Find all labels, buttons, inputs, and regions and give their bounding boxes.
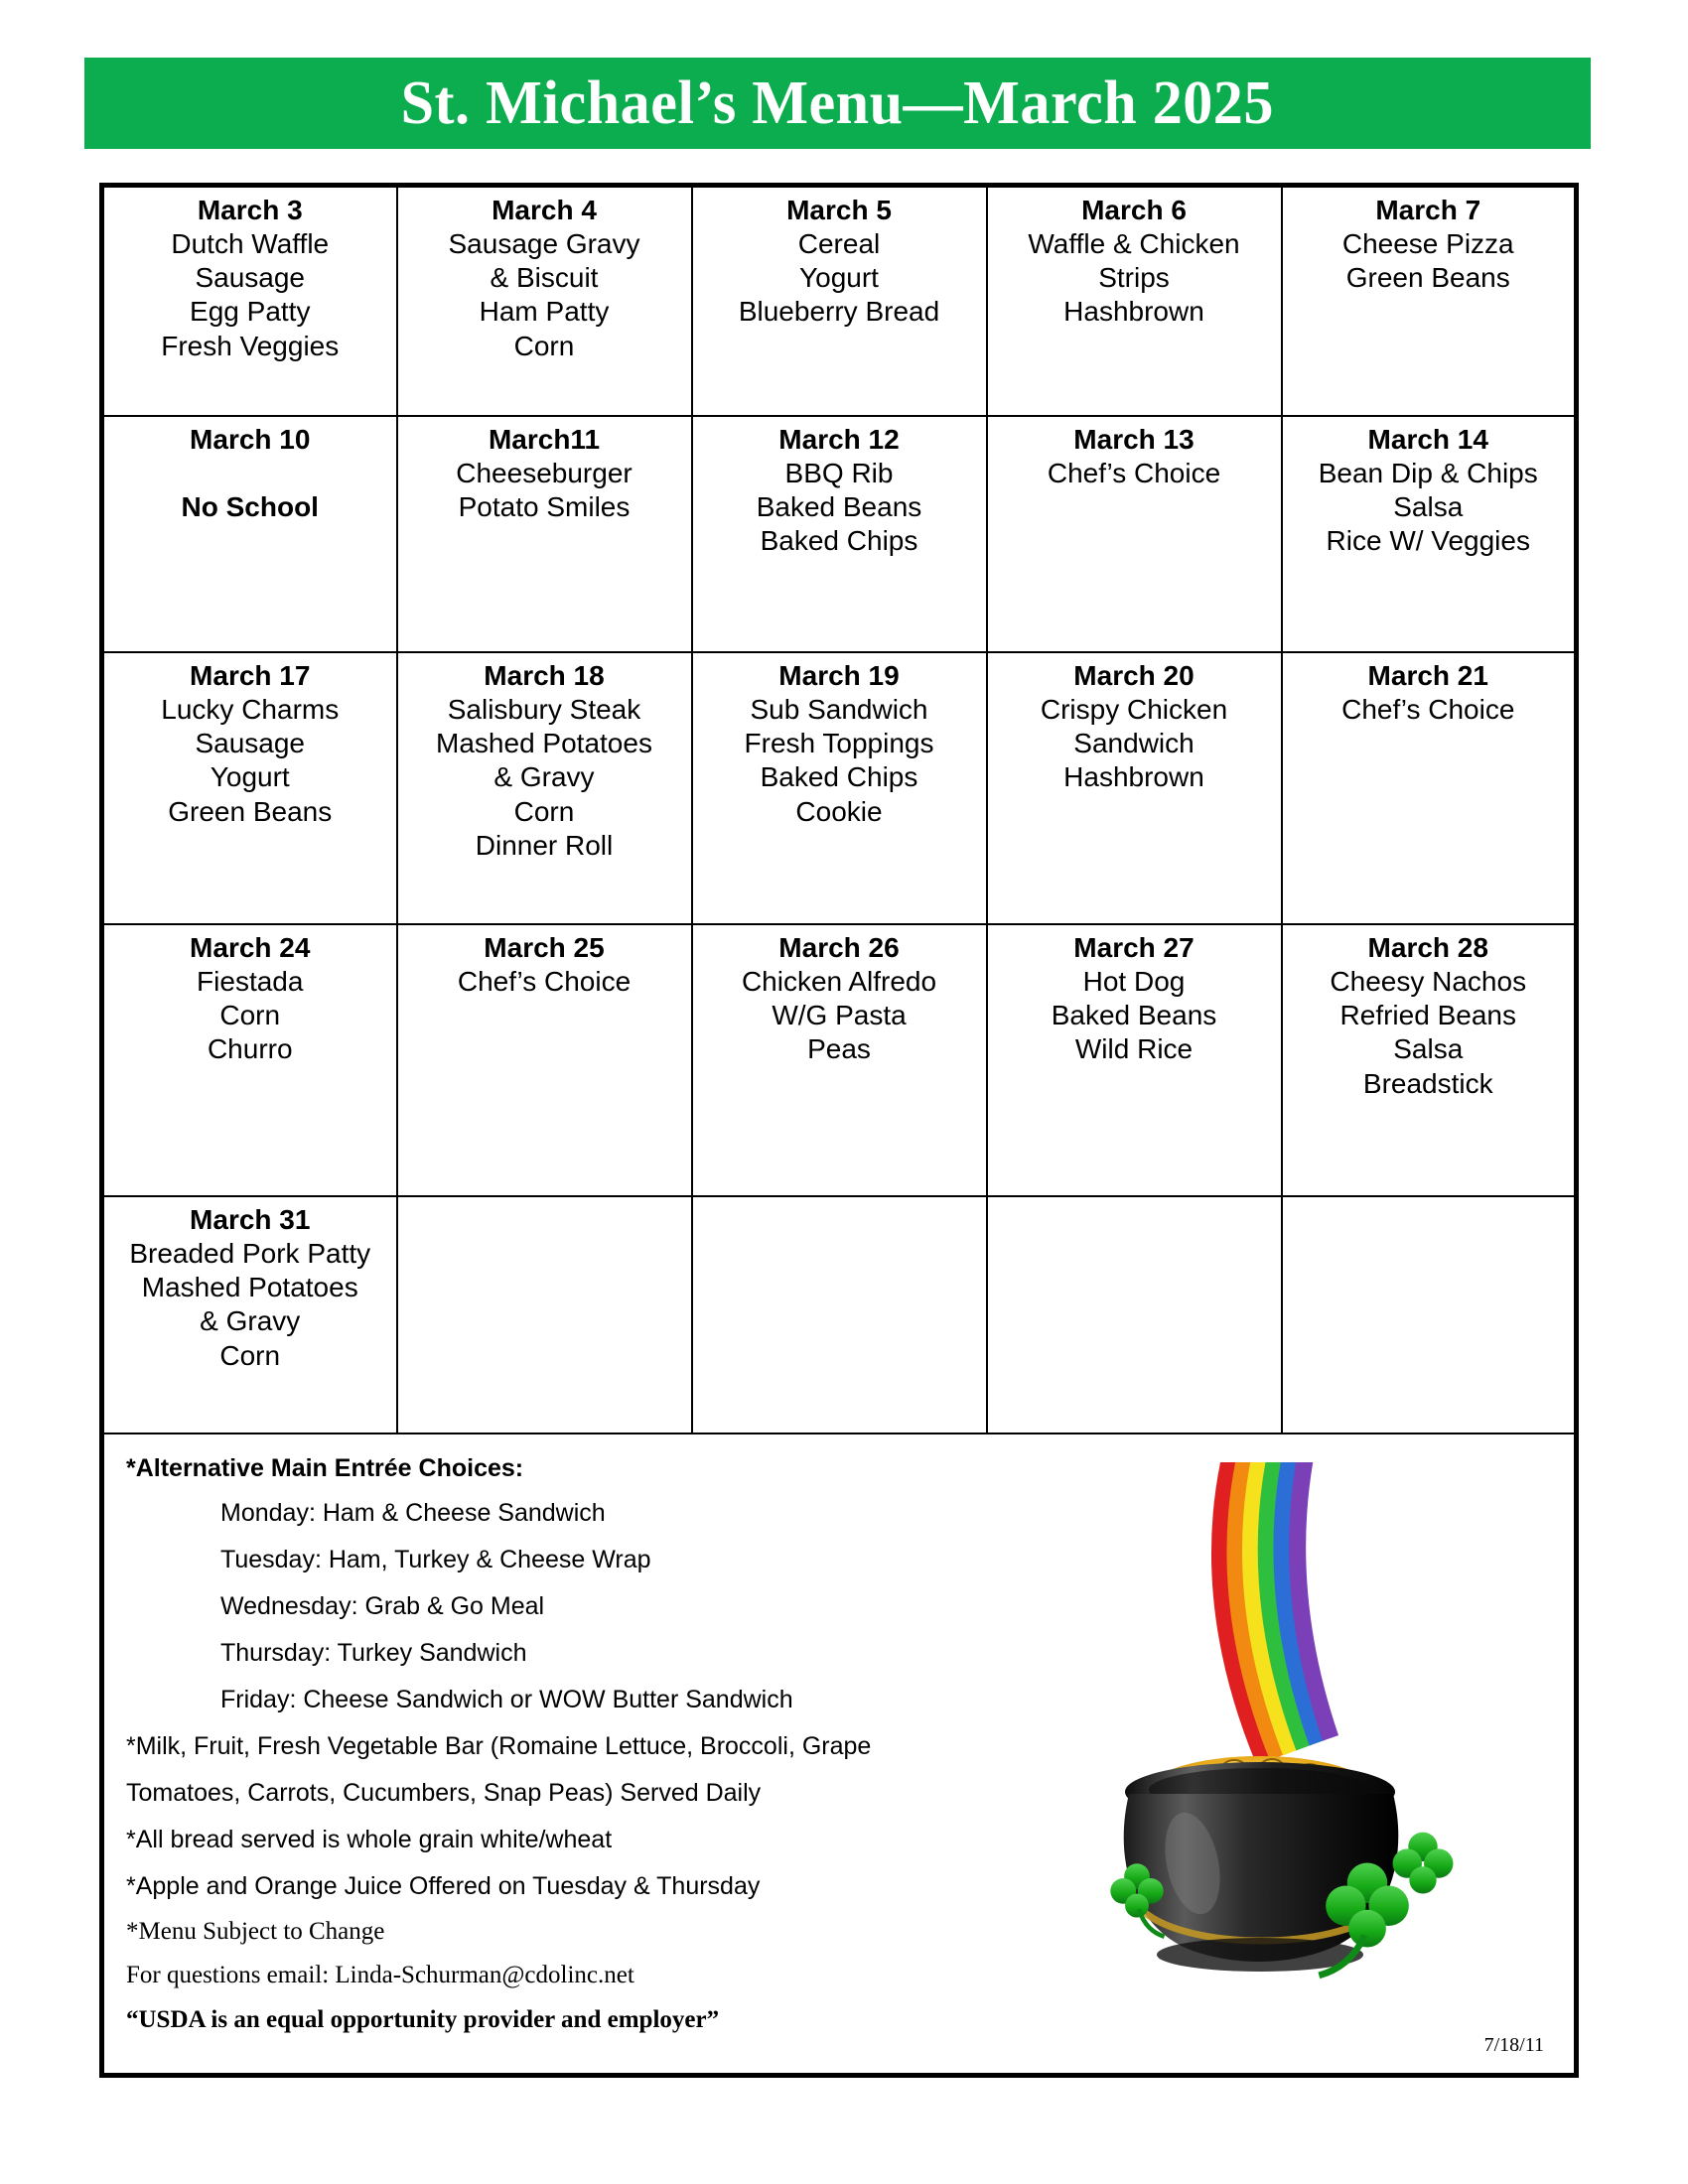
calendar-date-label: March 13 xyxy=(1073,424,1195,455)
calendar-day-cell xyxy=(1282,416,1577,652)
notes-heading: *Alternative Main Entrée Choices: xyxy=(126,1454,524,1482)
calendar-date-label: March 27 xyxy=(1073,932,1195,963)
calendar-menu-items xyxy=(992,227,1277,329)
contact-email-line: For questions email: Linda-Schurman@cdolinc.net xyxy=(126,1962,634,1989)
calendar-week-row xyxy=(102,186,1577,417)
calendar-day-cell xyxy=(397,652,692,924)
calendar-day-cell xyxy=(1282,186,1577,417)
calendar-day-cell xyxy=(987,924,1282,1196)
menu-item: Strips xyxy=(1098,262,1170,294)
general-note-line: Tomatoes, Carrots, Cucumbers, Snap Peas) Served Daily xyxy=(126,1778,762,1807)
menu-item: Chef’s Choice xyxy=(457,966,632,998)
calendar-week-row xyxy=(102,652,1577,924)
calendar-day-cell xyxy=(692,652,987,924)
calendar-date-label: March 12 xyxy=(778,424,900,455)
calendar-date-label: March 21 xyxy=(1367,660,1488,691)
alt-entree-item: Tuesday: Ham, Turkey & Cheese Wrap xyxy=(220,1545,651,1573)
alt-entree-item: Wednesday: Grab & Go Meal xyxy=(220,1591,545,1620)
calendar-menu-items xyxy=(697,693,982,829)
calendar-menu-items xyxy=(402,457,687,524)
menu-item: Wild Rice xyxy=(1074,1033,1194,1065)
calendar-date-label: March 24 xyxy=(190,932,311,963)
menu-item: Lucky Charms xyxy=(161,694,340,726)
calendar-menu-items xyxy=(402,693,687,863)
menu-item: & Biscuit xyxy=(490,262,599,294)
menu-item: Chef’s Choice xyxy=(1341,694,1515,726)
menu-item: Chicken Alfredo xyxy=(741,966,937,998)
calendar-date-label: March 3 xyxy=(197,195,303,225)
menu-item: Blueberry Bread xyxy=(738,296,940,328)
calendar-date-label: March 17 xyxy=(190,660,311,691)
calendar-date-label: March 10 xyxy=(190,424,311,455)
calendar-table xyxy=(99,183,1579,1452)
menu-item: Fresh Toppings xyxy=(744,728,934,759)
calendar-date-label: March11 xyxy=(488,424,601,455)
menu-item: Yogurt xyxy=(210,761,290,793)
calendar-menu-items xyxy=(402,227,687,363)
calendar-date-label: March 4 xyxy=(492,195,597,225)
calendar-day-cell xyxy=(1282,924,1577,1196)
calendar-menu-items xyxy=(1287,457,1571,558)
menu-item: Corn xyxy=(513,330,575,361)
menu-item: Crispy Chicken xyxy=(1040,694,1228,726)
alt-entree-item: Thursday: Turkey Sandwich xyxy=(220,1638,527,1667)
menu-item: Green Beans xyxy=(168,795,333,827)
menu-item: Green Beans xyxy=(1345,262,1510,294)
menu-item: Fresh Veggies xyxy=(161,330,340,361)
menu-item: Fiestada xyxy=(197,966,304,998)
calendar-menu-items xyxy=(1287,965,1571,1101)
calendar-menu-items xyxy=(108,227,392,363)
calendar-date-label: March 5 xyxy=(786,195,892,225)
menu-item: Sandwich xyxy=(1073,728,1195,759)
calendar-date-label: March 28 xyxy=(1367,932,1488,963)
menu-item: Salsa xyxy=(1393,491,1464,523)
calendar-day-cell xyxy=(987,186,1282,417)
calendar-date-label: March 31 xyxy=(190,1204,311,1235)
menu-item: Cheeseburger xyxy=(456,458,633,489)
menu-item: Mashed Potatoes xyxy=(141,1272,358,1303)
menu-item: Dutch Waffle xyxy=(171,228,330,260)
menu-item: Mashed Potatoes xyxy=(436,728,652,759)
menu-item: Sub Sandwich xyxy=(750,694,928,726)
calendar-empty-cell xyxy=(692,1196,987,1450)
menu-item: Sausage xyxy=(195,262,306,294)
menu-item: Breaded Pork Patty xyxy=(129,1238,371,1270)
calendar-menu-items xyxy=(697,457,982,558)
menu-item: Baked Beans xyxy=(1051,1000,1217,1031)
menu-item: Bean Dip & Chips xyxy=(1318,458,1538,489)
menu-item: Salsa xyxy=(1393,1033,1464,1065)
calendar-date-label: March 19 xyxy=(778,660,900,691)
alt-entree-item: Monday: Ham & Cheese Sandwich xyxy=(220,1498,606,1527)
menu-item: & Gravy xyxy=(200,1305,301,1337)
calendar-menu-items xyxy=(697,227,982,329)
alt-entree-item: Friday: Cheese Sandwich or WOW Butter Sandwich xyxy=(220,1685,793,1713)
calendar-day-cell xyxy=(987,416,1282,652)
calendar-day-cell xyxy=(102,1196,397,1450)
calendar-body xyxy=(102,186,1577,1450)
menu-item: Corn xyxy=(513,795,575,827)
menu-item: Corn xyxy=(219,1339,281,1371)
calendar-date-label: March 18 xyxy=(484,660,605,691)
calendar-day-cell xyxy=(102,186,397,417)
menu-item: BBQ Rib xyxy=(784,458,894,489)
calendar-date-label: March 25 xyxy=(484,932,605,963)
calendar-menu-items xyxy=(697,965,982,1066)
calendar-day-cell xyxy=(397,924,692,1196)
calendar-empty-cell xyxy=(397,1196,692,1450)
menu-item: Waffle & Chicken xyxy=(1028,228,1240,260)
menu-item: Cereal xyxy=(797,228,881,260)
menu-item: Corn xyxy=(219,1000,281,1031)
calendar-empty-cell xyxy=(987,1196,1282,1450)
page-title: St. Michael’s Menu—March 2025 xyxy=(400,68,1275,137)
menu-item: No School xyxy=(181,491,319,523)
calendar-day-cell xyxy=(102,924,397,1196)
calendar-menu-items xyxy=(108,1237,392,1373)
menu-item: Peas xyxy=(807,1033,871,1065)
general-notes-list xyxy=(126,1723,1552,1910)
menu-item: Breadstick xyxy=(1362,1067,1493,1099)
menu-item: & Gravy xyxy=(493,761,595,793)
calendar-date-label: March 14 xyxy=(1367,424,1488,455)
calendar-day-cell xyxy=(397,186,692,417)
calendar-date-label: March 7 xyxy=(1375,195,1481,225)
calendar-menu-items xyxy=(1287,227,1571,295)
calendar-week-row xyxy=(102,416,1577,652)
calendar-day-cell xyxy=(692,186,987,417)
revision-datestamp: 7/18/11 xyxy=(1483,2034,1544,2056)
calendar-menu-items xyxy=(992,457,1277,490)
menu-item: Yogurt xyxy=(799,262,879,294)
menu-item: Hashbrown xyxy=(1063,296,1204,328)
menu-item: Salisbury Steak xyxy=(447,694,641,726)
calendar-week-row xyxy=(102,1196,1577,1450)
calendar-date-label: March 26 xyxy=(778,932,900,963)
menu-item: Hashbrown xyxy=(1063,761,1204,793)
menu-item: Churro xyxy=(207,1033,293,1065)
menu-item: Cheesy Nachos xyxy=(1330,966,1527,998)
menu-item: Baked Chips xyxy=(760,525,918,557)
calendar-day-cell xyxy=(987,652,1282,924)
menu-item-spacer xyxy=(108,457,392,490)
calendar-day-cell xyxy=(1282,652,1577,924)
calendar-menu-items xyxy=(992,965,1277,1066)
menu-item: Baked Beans xyxy=(756,491,922,523)
general-note-line: *Apple and Orange Juice Offered on Tuesday & Thursday xyxy=(126,1871,761,1900)
calendar-menu-items xyxy=(108,457,392,524)
calendar-date-label: March 20 xyxy=(1073,660,1195,691)
menu-item: Ham Patty xyxy=(479,296,610,328)
calendar-week-row xyxy=(102,924,1577,1196)
general-note-line: *Milk, Fruit, Fresh Vegetable Bar (Romaine Lettuce, Broccoli, Grape xyxy=(126,1731,872,1760)
calendar-menu-items xyxy=(402,965,687,999)
menu-item: Cheese Pizza xyxy=(1341,228,1514,260)
notes-panel xyxy=(99,1433,1579,2078)
calendar-menu-items xyxy=(108,693,392,829)
menu-item: Baked Chips xyxy=(760,761,918,793)
menu-calendar xyxy=(99,183,1579,1452)
menu-item: Rice W/ Veggies xyxy=(1326,525,1530,557)
menu-item: W/G Pasta xyxy=(772,1000,907,1031)
serif-note-line: *Menu Subject to Change xyxy=(126,1917,385,1945)
menu-item: Hot Dog xyxy=(1082,966,1186,998)
menu-item: Potato Smiles xyxy=(458,491,631,523)
menu-item: Cookie xyxy=(795,795,883,827)
calendar-day-cell xyxy=(692,416,987,652)
menu-item: Sausage xyxy=(195,728,306,759)
notes-content xyxy=(104,1434,1574,2042)
calendar-empty-cell xyxy=(1282,1196,1577,1450)
calendar-day-cell xyxy=(102,416,397,652)
title-banner xyxy=(84,58,1591,149)
calendar-menu-items xyxy=(1287,693,1571,727)
calendar-day-cell xyxy=(102,652,397,924)
serif-notes-list xyxy=(126,1910,1552,1998)
menu-item: Chef’s Choice xyxy=(1047,458,1221,489)
calendar-day-cell xyxy=(397,416,692,652)
menu-item: Refried Beans xyxy=(1339,1000,1516,1031)
calendar-date-label: March 6 xyxy=(1081,195,1187,225)
calendar-day-cell xyxy=(692,924,987,1196)
menu-item: Dinner Roll xyxy=(475,829,614,861)
menu-item: Egg Patty xyxy=(190,296,311,328)
calendar-menu-items xyxy=(108,965,392,1066)
calendar-menu-items xyxy=(992,693,1277,794)
alt-entree-list xyxy=(126,1490,1552,1723)
menu-item: Sausage Gravy xyxy=(448,228,640,260)
general-note-line: *All bread served is whole grain white/wheat xyxy=(126,1825,613,1853)
usda-statement: “USDA is an equal opportunity provider and employer” xyxy=(126,2005,720,2033)
